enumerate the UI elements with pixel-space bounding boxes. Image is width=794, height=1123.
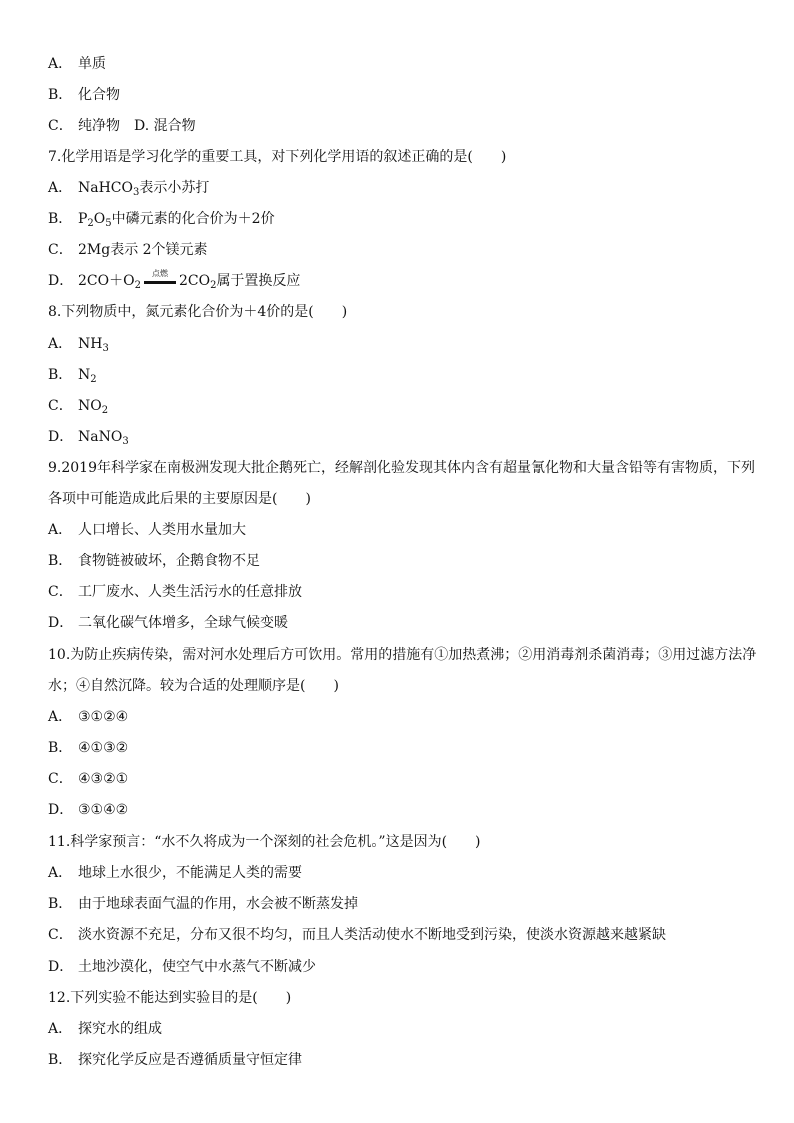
question-12-option-a: A． 探究水的组成 [48, 1021, 162, 1037]
question-10-option-c: C． ④③②① [48, 771, 129, 787]
question-11-option-d: D． 土地沙漠化，使空气中水蒸气不断减少 [48, 959, 316, 975]
question-7-option-a: A． NaHCO$_3$表示小苏打 [48, 180, 210, 198]
question-9-option-a: A． 人口增长、人类用水量加大 [48, 522, 246, 538]
question-7-option-d: D． $2CO+O_2$ 点燃 $2CO_2$属于置换反应 [48, 269, 301, 291]
question-7-option-c: C． 2Mg表示 2个镁元素 [48, 242, 208, 258]
question-9-option-b: B． 食物链被破坏，企鹅食物不足 [48, 553, 260, 569]
question-10-option-b: B． ④①③② [48, 740, 129, 756]
option-a-simple-substance: A． 单质 [48, 56, 106, 72]
question-11-option-a: A． 地球上水很少，不能满足人类的需要 [48, 865, 302, 881]
question-11-option-c: C． 淡水资源不充足，分布又很不均匀，而且人类活动使水不断地受到污染，使淡水资源越来越紧缺 [48, 927, 666, 943]
question-12-stem: 12.下列实验不能达到实验目的是( ) [48, 990, 292, 1006]
question-10-stem-line2: 水；④自然沉降。较为合适的处理顺序是( ) [48, 678, 339, 694]
question-10-option-d: D． ③①④② [48, 802, 129, 818]
question-8-stem: 8.下列物质中，氮元素化合价为＋4价的是( ) [48, 304, 348, 320]
question-8-option-c: C． $NO_2$ [48, 398, 109, 416]
question-11-option-b: B． 由于地球表面气温的作用，水会被不断蒸发掉 [48, 896, 358, 912]
question-7-option-b: B． $P_2O_5$中磷元素的化合价为＋2价 [48, 211, 275, 229]
question-8-option-a: A． $NH_3$ [48, 336, 109, 354]
question-9-option-d: D． 二氧化碳气体增多，全球气候变暖 [48, 615, 288, 631]
question-9-stem-line2: 各项中可能造成此后果的主要原因是( ) [48, 491, 311, 507]
question-9-option-c: C． 工厂废水、人类生活污水的任意排放 [48, 584, 302, 600]
option-b-compound: B． 化合物 [48, 87, 120, 103]
question-8-option-d: D． NaNO$_3$ [48, 429, 129, 447]
question-8-option-b: B． $N_2$ [48, 367, 97, 385]
question-10-stem-line1: 10.为防止疾病传染，需对河水处理后方可饮用。常用的措施有①加热煮沸；②用消毒剂杀菌消毒；③用过滤方法净 [48, 647, 757, 663]
question-10-option-a: A． ③①②④ [48, 709, 129, 725]
question-7-stem: 7.化学用语是学习化学的重要工具，对下列化学用语的叙述正确的是( ) [48, 149, 507, 165]
option-c-d-pure-mixture: C． 纯净物 D. 混合物 [48, 118, 196, 134]
reaction-arrow [142, 269, 178, 287]
question-11-stem: 11.科学家预言：“水不久将成为一个深刻的社会危机。”这是因为( ) [48, 834, 481, 850]
reaction-condition: 点燃 [151, 269, 168, 278]
question-12-option-b: B． 探究化学反应是否遵循质量守恒定律 [48, 1052, 302, 1068]
question-9-stem-line1: 9.2019年科学家在南极洲发现大批企鹅死亡，经解剖化验发现其体内含有超量氰化物和大量含铅等有害物质，下列 [48, 460, 755, 476]
equals-bar [144, 281, 176, 284]
